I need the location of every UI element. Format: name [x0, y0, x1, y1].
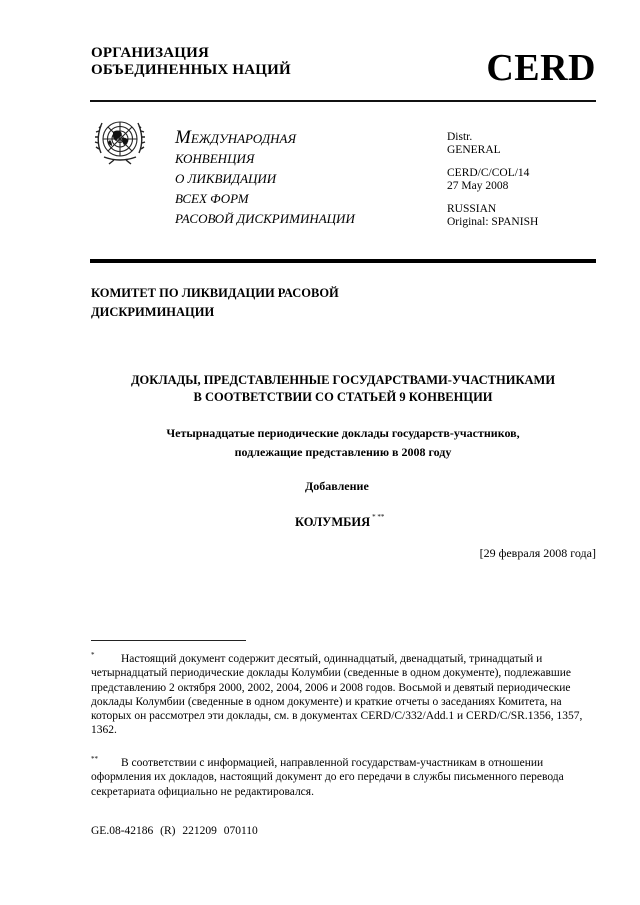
footnote-2 [91, 752, 597, 799]
country-name: КОЛУМБИЯ [295, 515, 371, 529]
convention-line-1-rest: ЕЖДУНАРОДНАЯ [190, 131, 297, 146]
convention-line-3: О ЛИКВИДАЦИИ [175, 171, 277, 186]
document-subtitle [90, 424, 596, 462]
document-symbol: CERD/C/COL/14 [447, 167, 530, 179]
footnote-1 [91, 648, 597, 738]
distribution-block [447, 131, 538, 156]
subtitle-line-2: подлежащие представлению в 2008 году [234, 445, 452, 459]
committee-line-1: КОМИТЕТ ПО ЛИКВИДАЦИИ РАСОВОЙ [91, 286, 339, 300]
document-language: RUSSIAN [447, 203, 497, 215]
committee-line-2: ДИСКРИМИНАЦИИ [91, 305, 215, 319]
convention-line-4: ВСЕХ ФОРМ [175, 191, 249, 206]
organization-line-2: ОБЪЕДИНЕННЫХ НАЦИЙ [91, 62, 291, 78]
footnote-2-text: В соответствии с информацией, направленной государствам-участникам в отношении оформления их докладов, настоящий документ до его передачи в службы письменного перевода секретариата официально не редактировался. [91, 757, 564, 798]
title-line-2: В СООТВЕТСТВИИ СО СТАТЬЕЙ 9 КОНВЕНЦИИ [193, 390, 493, 404]
convention-line-2: КОНВЕНЦИЯ [175, 151, 255, 166]
distr-value: GENERAL [447, 143, 501, 156]
convention-initial: М [175, 127, 191, 148]
symbol-date-block [447, 167, 538, 192]
document-date: 27 May 2008 [447, 179, 509, 192]
job-code: GE.08-42186 (R) 221209 070110 [91, 825, 258, 837]
convention-title [175, 128, 355, 229]
header-thick-divider [90, 259, 596, 263]
language-block [447, 203, 538, 228]
document-title [90, 372, 596, 406]
convention-line-5: РАСОВОЙ ДИСКРИМИНАЦИИ [175, 211, 355, 226]
submission-date: [29 февраля 2008 года] [479, 546, 596, 560]
country-footnote-marks: * ** [372, 513, 385, 521]
organization-name [91, 45, 291, 79]
un-emblem-icon [92, 113, 148, 169]
country-heading [295, 513, 384, 530]
header-divider [90, 100, 596, 102]
subtitle-line-1: Четырнадцатые периодические доклады государств-участников, [166, 426, 520, 440]
footnote-separator [91, 640, 246, 641]
original-language: Original: SPANISH [447, 215, 539, 228]
footnote-2-mark: ** [91, 755, 98, 763]
document-symbol-block [447, 131, 538, 239]
distr-label: Distr. [447, 131, 473, 143]
footnote-1-mark: * [91, 651, 95, 659]
addendum-label: Добавление [305, 479, 369, 493]
convention-line-1 [175, 128, 355, 149]
committee-name [91, 284, 339, 322]
organization-line-1: ОРГАНИЗАЦИЯ [91, 45, 210, 61]
footnote-1-text: Настоящий документ содержит десятый, одиннадцатый, двенадцатый, тринадцатый и четырнадцатый периодические доклады Колумбии (сведенные в одном документе), подлежавшие представлению 2 октября 2000, 2002, 2004, 2006 и 2008 годов. Восьмой и девятый периодические доклады Колумбии (сведенные в одном документе) и краткие отчеты о заседаниях Комитета, на которых он рассмотрел эти доклады, см. в документах CERD/C/332/Add.1 и CERD/C/SR.1356, 1357, 1362. [91, 653, 583, 737]
document-acronym: CERD [486, 47, 596, 89]
title-line-1: ДОКЛАДЫ, ПРЕДСТАВЛЕННЫЕ ГОСУДАРСТВАМИ-УЧАСТНИКАМИ [130, 373, 556, 387]
